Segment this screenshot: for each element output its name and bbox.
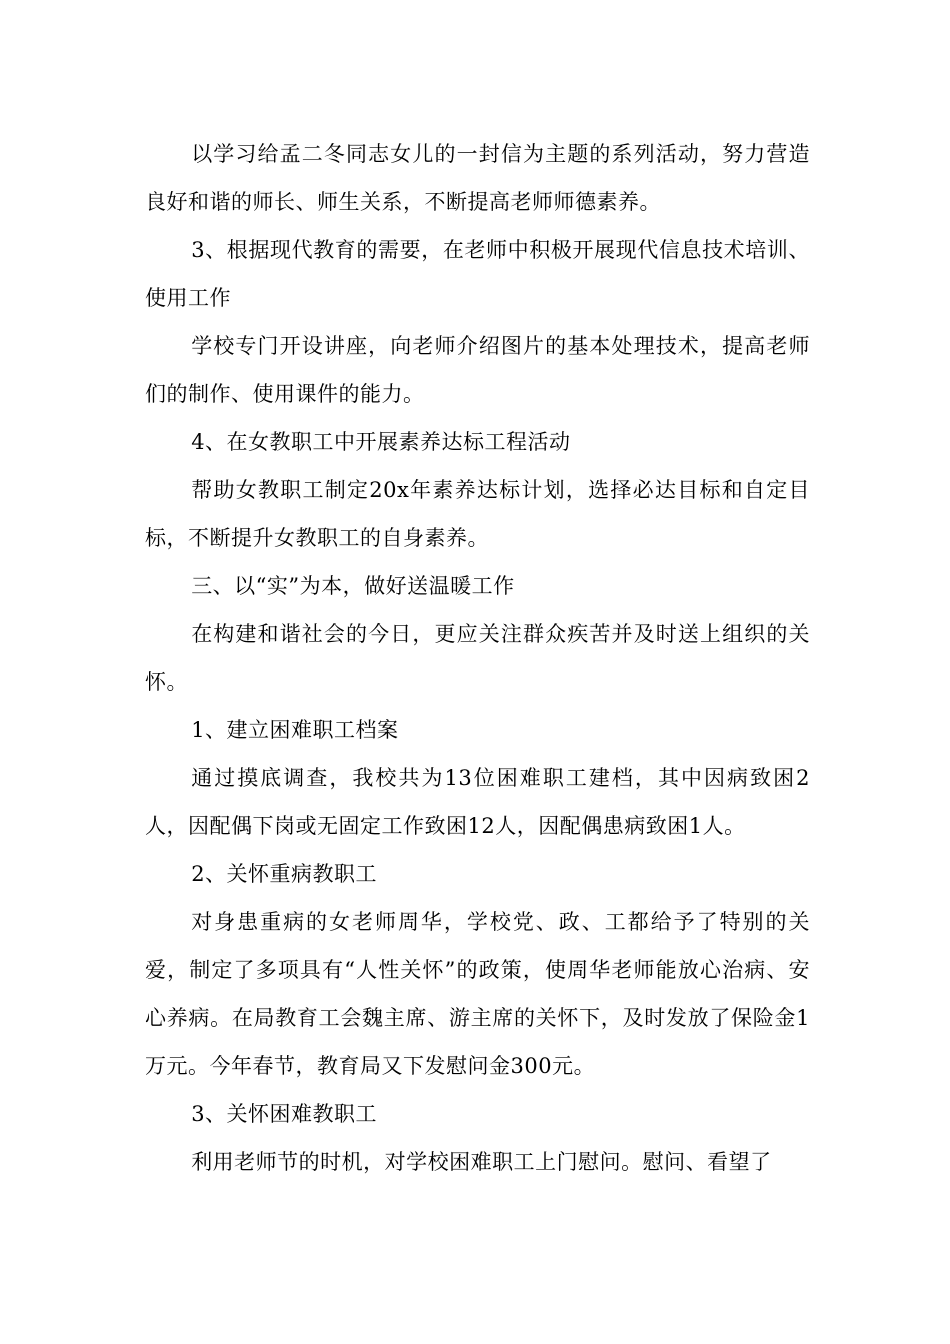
paragraph: 在构建和谐社会的今日，更应关注群众疾苦并及时送上组织的关怀。	[145, 622, 810, 694]
section-heading: 2、关怀重病教职工	[191, 862, 378, 886]
section-heading: 3、根据现代教育的需要，在老师中积极开展现代信息技术培训、使用工作	[145, 238, 810, 310]
paragraph: 学校专门开设讲座，向老师介绍图片的基本处理技术，提高老师们的制作、使用课件的能力。	[145, 334, 810, 406]
section-heading: 1、建立困难职工档案	[191, 718, 399, 742]
paragraph: 帮助女教职工制定20x年素养达标计划，选择必达目标和自定目标，不断提升女教职工的自身素养。	[145, 478, 810, 550]
paragraph: 利用老师节的时机，对学校困难职工上门慰问。慰问、看望了	[191, 1150, 772, 1174]
section-heading: 三、以“实”为本，做好送温暖工作	[191, 574, 515, 598]
section-heading: 3、关怀困难教职工	[191, 1102, 378, 1126]
paragraph: 以学习给孟二冬同志女儿的一封信为主题的系列活动，努力营造良好和谐的师长、师生关系，不断提高老师师德素养。	[145, 142, 810, 214]
paragraph: 对身患重病的女老师周华，学校党、政、工都给予了特别的关爱，制定了多项具有“人性关怀”的政策，使周华老师能放心治病、安心养病。在局教育工会魏主席、游主席的关怀下，及时发放了保险金1万元。今年春节，教育局又下发慰问金300元。	[145, 910, 810, 1078]
document-body	[145, 130, 810, 1186]
paragraph: 通过摸底调查，我校共为13位困难职工建档，其中因病致困2人，因配偶下岗或无固定工作致困12人，因配偶患病致困1人。	[145, 766, 810, 838]
section-heading: 4、在女教职工中开展素养达标工程活动	[191, 430, 571, 454]
